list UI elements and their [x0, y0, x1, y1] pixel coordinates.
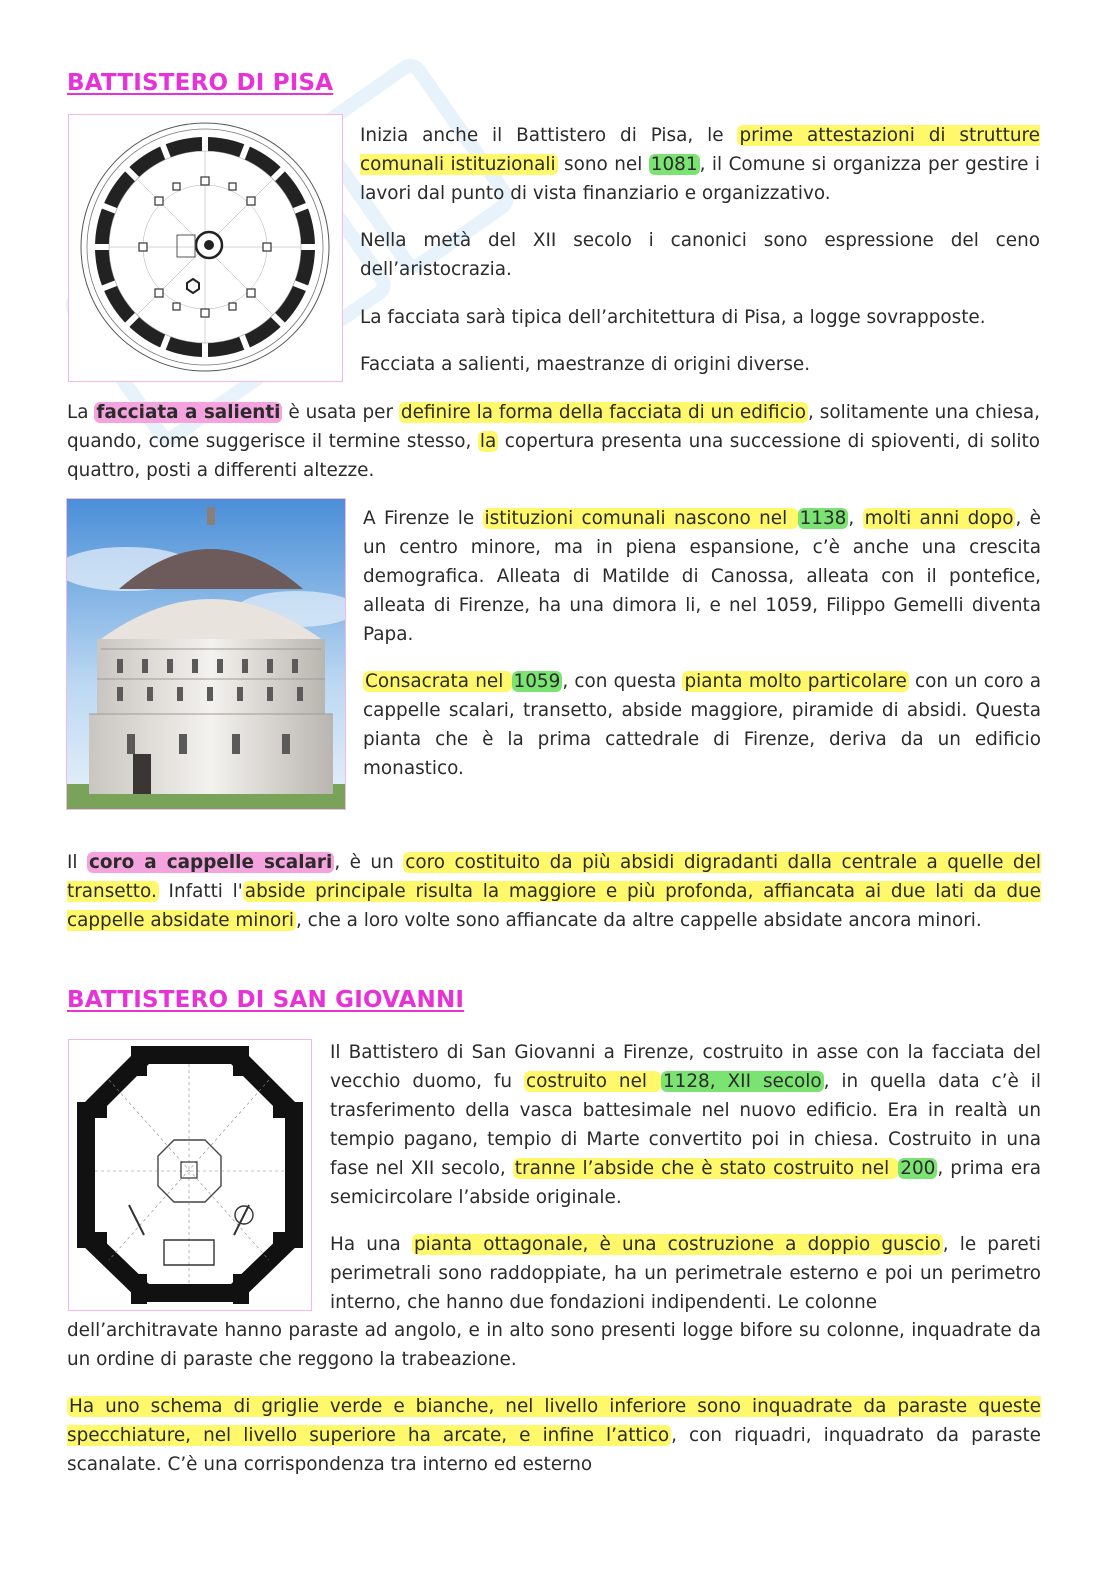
pisa-baptistery-plan-image	[68, 114, 343, 382]
firenze-paragraph: A Firenze le istituzioni comunali nascono nel 1138 , molti anni dopo , è un centro minore, ma in piena espansione, c’è anche una crescita demografica. Alleata di Matilde di Canossa, alleata con il pontefice, alleata di Firenze, ha una dimora li, e nel 1059, Filippo Gemelli diventa Papa.	[363, 508, 1041, 645]
pisa-baptistery-photo	[66, 498, 346, 810]
san-giovanni-plan-image	[68, 1039, 312, 1311]
pisa-paragraph-1: Inizia anche il Battistero di Pisa, le prime attestazioni di strutture comunali istituzionali sono nel 1081 , il Comune si organizza per gestire i lavori dal punto di vista finanziario e organizzativo.	[360, 125, 1040, 204]
pisa-paragraph-3: La facciata sarà tipica dell’architettura di Pisa, a logge sovrapposte.	[360, 307, 986, 328]
facciata-salienti-paragraph: La facciata a salienti è usata per definire la forma della facciata di un edificio , solitamente una chiesa, quando, come suggerisce il termine stesso, la copertura presenta una successione di spioventi, di solito quattro, posti a differenti altezze.	[67, 402, 1040, 481]
san-giovanni-paragraph-3: Ha uno schema di griglie verde e bianche, nel livello inferiore sono inquadrate da paraste queste specchiature, nel livello superiore ha arcate, e infine l’attico , con riquadri, inquadrato da paraste scanalate. C’è una corrispondenza tra interno ed esterno	[67, 1396, 1041, 1475]
section-title-pisa: BATTISTERO DI PISA	[67, 70, 334, 96]
section-title-san-giovanni: BATTISTERO DI SAN GIOVANNI	[67, 987, 465, 1013]
san-giovanni-paragraph-2: Ha una pianta ottagonale, è una costruzione a doppio guscio , le pareti perimetrali sono raddoppiate, ha un perimetrale esterno e poi un perimetro interno, che hanno due fondazioni indipendenti. Le colonne	[330, 1234, 1042, 1313]
coro-cappelle-paragraph: Il coro a cappelle scalari , è un coro costituito da più absidi digradanti dalla centrale a quelle del transetto. Infatti l' abside principale risulta la maggiore e più profonda, affiancata ai due lati da due cappelle absidate minori , che a loro volte sono affiancate da altre cappelle absidate ancora minori.	[67, 852, 1041, 931]
consacrata-paragraph: Consacrata nel 1059 , con questa pianta molto particolare con un coro a cappelle scalari, transetto, abside maggiore, piramide di absidi. Questa pianta che è la prima cattedrale di Firenze, deriva da un edificio monastico.	[363, 671, 1041, 779]
san-giovanni-paragraph-1: Il Battistero di San Giovanni a Firenze, costruito in asse con la facciata del vecchio duomo, fu costruito nel 1128, XII secolo , in quella data c’è il trasferimento della vasca battesimale nel nuovo edificio. Era in realtà un tempio pagano, tempio di Marte convertito poi in chiesa. Costruito in una fase nel XII secolo, tranne l’abside che è stato costruito nel 200 , prima era semicircolare l’abside originale.	[330, 1042, 1041, 1208]
pisa-paragraph-2: Nella metà del XII secolo i canonici sono espressione del ceno dell’aristocrazia.	[360, 230, 1040, 280]
san-giovanni-paragraph-2-continued: dell’architravate hanno paraste ad angolo, e in alto sono presenti logge bifore su colonne, inquadrate da un ordine di paraste che reggono la trabeazione.	[67, 1320, 1041, 1370]
pisa-paragraph-4: Facciata a salienti, maestranze di origini diverse.	[360, 354, 811, 375]
